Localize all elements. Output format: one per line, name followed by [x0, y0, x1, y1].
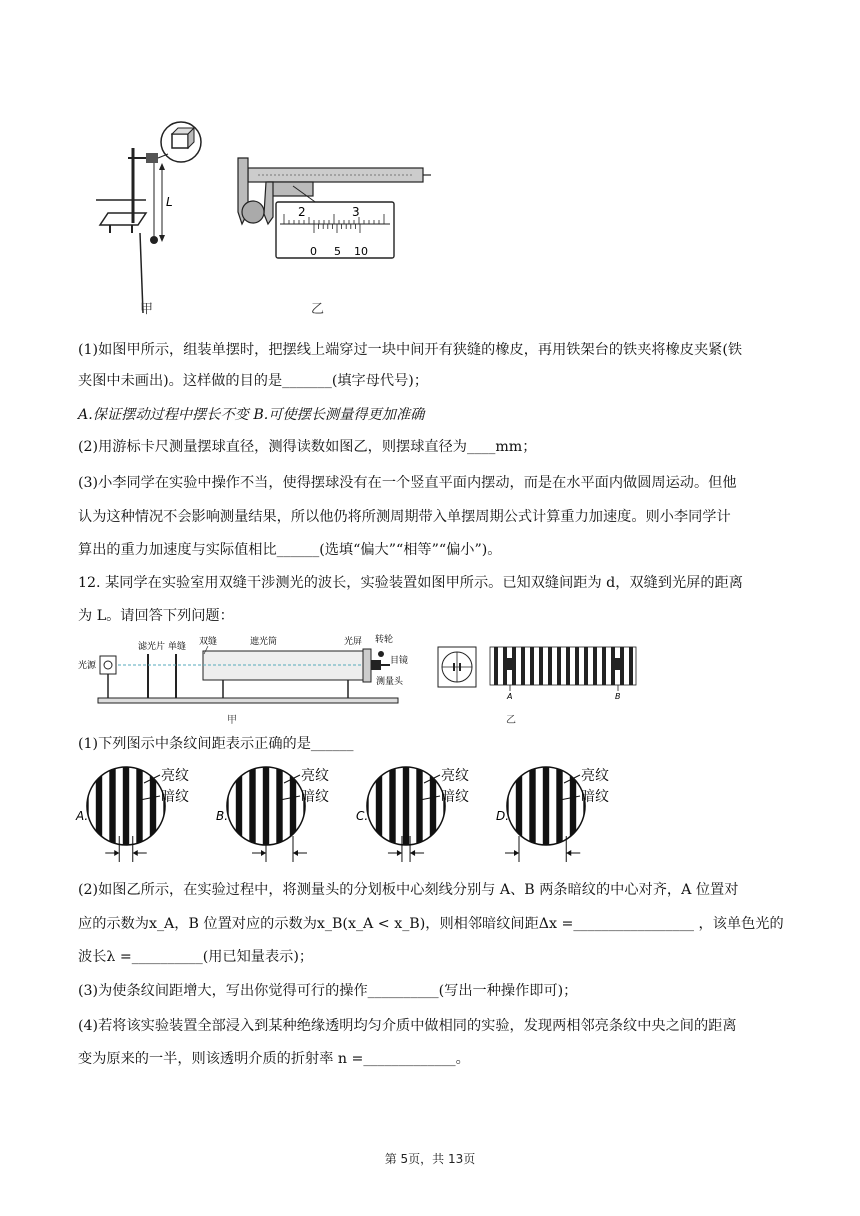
apparatus-caption-jia: 甲 [227, 715, 237, 726]
option-letter: D. [496, 809, 510, 823]
double-slit-apparatus-figure [78, 632, 408, 724]
figure-caption-yi: 乙 [311, 302, 325, 317]
main-scale-label-3: 3 [352, 205, 360, 219]
label-screen: 光屏 [344, 637, 363, 647]
pendulum-figure [88, 118, 208, 318]
dark-fringe-label: 暗纹 [301, 789, 329, 805]
label-hood: 遮光筒 [250, 637, 278, 647]
label-eyepiece: 目镜 [390, 656, 408, 666]
q11-options: A.保证摆动过程中摆长不变 B.可使摆长测量得更加准确 [78, 407, 425, 423]
dark-stripe [109, 767, 115, 845]
bright-fringe-label: 亮纹 [581, 768, 609, 784]
q12-stem-line1: 12. 某同学在实验室用双缝干涉测光的波长，实验装置如图甲所示。已知双缝间距为 d，双缝到光屏的距离 [78, 575, 743, 591]
label-filter: 滤光片 [138, 642, 166, 652]
arrow-head [514, 850, 519, 856]
arrow-head [410, 850, 415, 856]
label-single-slit: 单缝 [168, 642, 187, 652]
fringe-stripe [575, 647, 579, 685]
q11-part2: (2)用游标卡尺测量摆球直径，测得读数如图乙，则摆球直径为____mm； [78, 439, 537, 455]
q12-part2-line3: 波长λ =__________(用已知量表示)； [78, 949, 314, 965]
dark-stripe [543, 767, 549, 845]
dark-stripe [136, 767, 142, 845]
q12-part3: (3)为使条纹间距增大，写出你觉得可行的操作__________(写出一种操作即可)； [78, 983, 578, 999]
option-letter: C. [356, 809, 369, 823]
arrow-head [293, 850, 298, 856]
vernier-caliper-figure [218, 152, 433, 262]
dark-stripe [389, 767, 395, 845]
q11-part1-line2: 夹图中未画出)。这样做的目的是_______(填字母代号)； [78, 373, 429, 389]
arrow-head [566, 850, 571, 856]
dark-stripe [403, 767, 409, 845]
arrow-head [397, 850, 402, 856]
page-footer: 第 5页，共 13页 [384, 1152, 476, 1166]
dark-fringe-label: 暗纹 [581, 789, 609, 805]
dark-fringe-label: 暗纹 [161, 789, 189, 805]
fringe-stripe [557, 647, 561, 685]
vernier-label-5: 5 [334, 245, 341, 258]
main-scale-label-2: 2 [298, 205, 306, 219]
fringe-option-c [356, 767, 469, 862]
dark-fringe-label: 暗纹 [441, 789, 469, 805]
q12-part2-line2: 应的示数为x_A，B 位置对应的示数为x_B(x_A < x_B)，则相邻暗纹间距Δx =_________________ ，该单色光的 [78, 916, 784, 932]
fringe-option-a [75, 767, 189, 862]
fringe-stripe [530, 647, 534, 685]
dark-stripe [263, 767, 269, 845]
dark-stripe [529, 767, 535, 845]
fringe-stripe [602, 647, 606, 685]
q11-part3-line3: 算出的重力加速度与实际值相比______(选填“偏大”“相等”“偏小”)。 [78, 542, 502, 558]
vernier-label-0: 0 [310, 245, 317, 258]
label-double-slit: 双缝 [199, 637, 218, 647]
dark-stripe [123, 767, 129, 845]
figure-caption-jia: 甲 [140, 302, 154, 317]
length-label: L [166, 195, 173, 209]
fringe-stripe [629, 647, 633, 685]
q12-part2-line1: (2)如图乙所示，在实验过程中，将测量头的分划板中心刻线分别与 A、B 两条暗纹的中心对齐，A 位置对 [78, 882, 739, 898]
q12-stem-line2: 为 L。请回答下列问题： [78, 608, 234, 624]
arrow-head [261, 850, 266, 856]
label-wheel: 转轮 [375, 635, 394, 645]
fringe-stripe [593, 647, 597, 685]
q12-part4-line1: (4)若将该实验装置全部浸入到某种绝缘透明均匀介质中做相同的实验，发现两相邻亮条纹中央之间的距离 [78, 1018, 737, 1034]
dark-stripe [416, 767, 422, 845]
label-measuring-head: 测量头 [376, 677, 404, 687]
mark-a: A [507, 692, 513, 701]
q12-part4-line2: 变为原来的一半，则该透明介质的折射率 n =_____________。 [78, 1051, 470, 1067]
fringe-caption-yi: 乙 [506, 715, 516, 726]
bright-fringe-label: 亮纹 [161, 768, 189, 784]
dark-stripe [556, 767, 562, 845]
arrow-head [114, 850, 119, 856]
fringe-stripe [494, 647, 498, 685]
fringe-stripe [566, 647, 570, 685]
fringe-options-figure [74, 758, 644, 870]
q11-part1-line1: (1)如图甲所示，组装单摆时，把摆线上端穿过一块中间开有狭缝的橡皮，再用铁架台的铁夹将橡皮夹紧(铁 [78, 342, 743, 358]
bright-fringe-label: 亮纹 [441, 768, 469, 784]
fringe-stripe [539, 647, 543, 685]
fringe-stripe [548, 647, 552, 685]
vernier-label-10: 10 [354, 245, 368, 258]
dark-stripe [276, 767, 282, 845]
fringe-option-d [496, 767, 609, 862]
mark-b: B [615, 692, 621, 701]
q11-part3-line1: (3)小李同学在实验中操作不当，使得摆球没有在一个竖直平面内摆动，而是在水平面内做圆周运动。但他 [78, 475, 737, 491]
fringe-stripe [521, 647, 525, 685]
option-letter: A. [76, 809, 89, 823]
dark-stripe [249, 767, 255, 845]
label-light-source: 光源 [78, 661, 97, 671]
arrow-head [133, 850, 138, 856]
option-letter: B. [216, 809, 229, 823]
bright-fringe-label: 亮纹 [301, 768, 329, 784]
fringe-stripe [584, 647, 588, 685]
fringe-option-b [216, 767, 329, 862]
measuring-fringe-figure [436, 643, 646, 701]
q12-part1: (1)下列图示中条纹间距表示正确的是______ [78, 736, 354, 752]
q11-part3-line2: 认为这种情况不会影响测量结果，所以他仍将所测周期带入单摆周期公式计算重力加速度。则小李同学计 [78, 509, 731, 525]
